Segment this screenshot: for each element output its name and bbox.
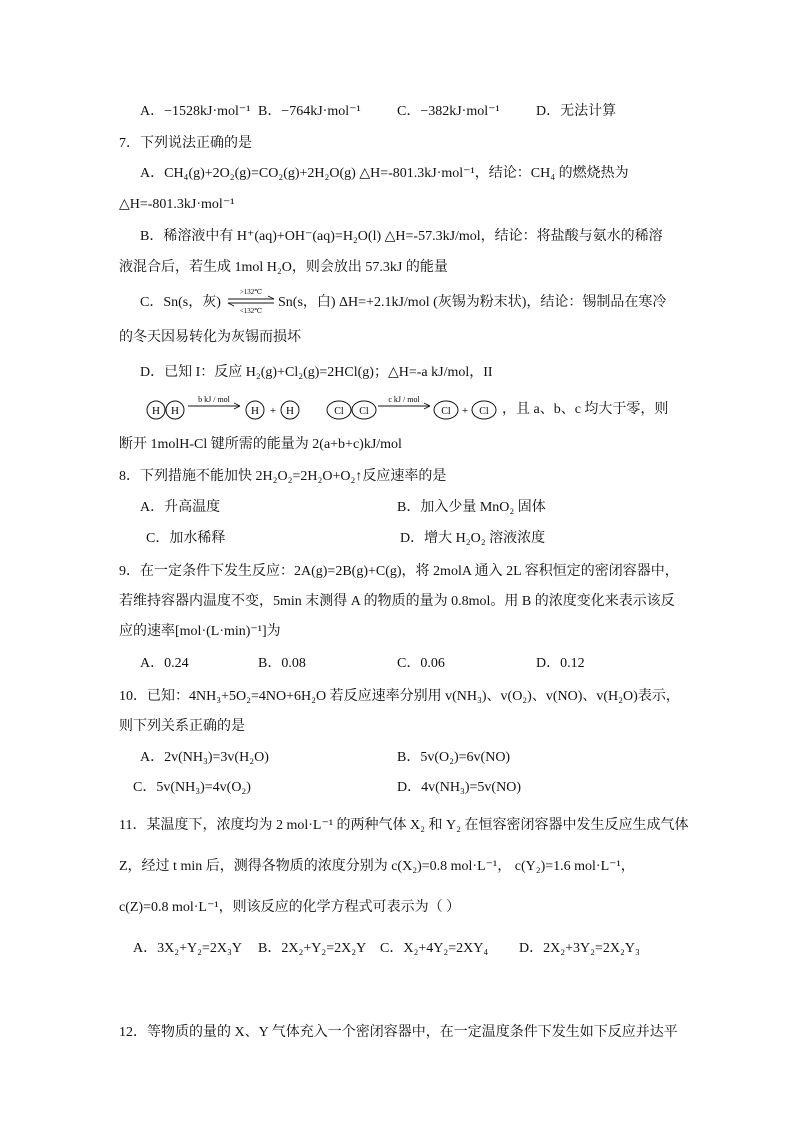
q9-line1: 9．在一定条件下发生反应：2A(g)=2B(g)+C(g)，将 2molA 通入 2L 容积恒定的密闭容器中， bbox=[119, 564, 679, 579]
q7-bond-diagram bbox=[140, 392, 500, 428]
q8-option-a: A．升高温度 bbox=[140, 500, 221, 515]
q7-stem: 7．下列说法正确的是 bbox=[119, 136, 252, 151]
q7-option-a-line2: △H=-801.3kJ·mol⁻¹ bbox=[119, 197, 235, 212]
q9-option-b: B．0.08 bbox=[258, 656, 306, 671]
q7-option-d-line3: 断开 1molH-Cl 键所需的能量为 2(a+b+c)kJ/mol bbox=[119, 437, 402, 452]
h-atom-label: H bbox=[251, 405, 259, 417]
q7-arrow-bottom-label: <132℃ bbox=[239, 307, 263, 315]
plus-sign: + bbox=[461, 405, 469, 417]
q7-option-c-line2: 的冬天因易转化为灰锡而损坏 bbox=[119, 330, 301, 345]
q10-line1: 10．已知：4NH₃+5O₂=4NO+6H₂O 若反应速率分别用 v(NH₃)、v(O₂)、v(NO)、v(H₂O)表示， bbox=[119, 689, 680, 704]
q7-arrow-top-label: >132℃ bbox=[239, 288, 263, 296]
q9-line2: 若维持容器内温度不变，5min 末测得 A 的物质的量为 0.8mol。用 B 的浓度变化来表示该反 bbox=[119, 594, 675, 609]
q10-option-b: B．5v(O₂)=6v(NO) bbox=[397, 750, 511, 765]
q6-option-a: A．−1528kJ·mol⁻¹ bbox=[140, 104, 251, 119]
q8-option-d: D．增大 H₂O₂ 溶液浓度 bbox=[400, 531, 546, 546]
q11-line2: Z，经过 t min 后，测得各物质的浓度分别为 c(X₂)=0.8 mol·L⁻¹， c(Y₂)=1.6 mol·L⁻¹， bbox=[119, 859, 635, 874]
q6-option-c: C．−382kJ·mol⁻¹ bbox=[397, 104, 500, 119]
plus-sign: + bbox=[269, 405, 277, 417]
q7-arrow-c-label: c kJ / mol bbox=[388, 395, 420, 404]
cl-atom-label: Cl bbox=[359, 406, 369, 417]
q7-option-c-prefix: C．Sn(s，灰) bbox=[140, 295, 221, 310]
cl-atom-label: Cl bbox=[479, 406, 489, 417]
cl-atom-label: Cl bbox=[334, 406, 344, 417]
q10-option-a: A．2v(NH₃)=3v(H₂O) bbox=[140, 750, 269, 765]
q10-line2: 则下列关系正确的是 bbox=[119, 719, 245, 734]
q7-arrow-b-label: b kJ / mol bbox=[198, 395, 230, 404]
q7-equilibrium-arrow bbox=[226, 286, 276, 316]
q9-line3: 应的速率[mol·(L·min)⁻¹]为 bbox=[119, 624, 281, 639]
q7-option-c-suffix: Sn(s，白) ΔH=+2.1kJ/mol (灰锡为粉末状)，结论：锡制品在寒冷 bbox=[278, 295, 667, 310]
q7-option-d-tail: ，且 a、b、c 均大于零，则 bbox=[502, 402, 669, 417]
q8-option-c: C．加水稀释 bbox=[146, 531, 226, 546]
q12-line1: 12．等物质的量的 X、Y 气体充入一个密闭容器中，在一定温度条件下发生如下反应并达平 bbox=[119, 1025, 678, 1040]
q9-option-a: A．0.24 bbox=[140, 656, 189, 671]
h-atom-label: H bbox=[286, 405, 294, 417]
q6-option-d: D．无法计算 bbox=[536, 104, 617, 119]
cl-atom-label: Cl bbox=[441, 406, 451, 417]
h-atom-label: H bbox=[152, 405, 160, 417]
q10-option-c: C．5v(NH₃)=4v(O₂) bbox=[133, 780, 251, 795]
q8-option-b: B．加入少量 MnO₂ 固体 bbox=[397, 500, 546, 515]
q7-option-d-line1: D．已知 I：反应 H₂(g)+Cl₂(g)=2HCl(g)；△H=-a kJ/mol，II bbox=[140, 365, 493, 380]
q9-option-d: D．0.12 bbox=[536, 656, 585, 671]
q8-stem: 8．下列措施不能加快 2H₂O₂=2H₂O+O₂↑反应速率的是 bbox=[119, 469, 447, 484]
h-atom-label: H bbox=[171, 405, 179, 417]
q10-option-d: D．4v(NH₃)=5v(NO) bbox=[397, 780, 521, 795]
q6-option-b: B．−764kJ·mol⁻¹ bbox=[258, 104, 361, 119]
q9-option-c: C．0.06 bbox=[397, 656, 445, 671]
q11-option-c: C．X₂+4Y₂=2XY₄ bbox=[380, 941, 489, 956]
q11-option-b: B．2X₂+Y₂=2X₂Y bbox=[258, 941, 367, 956]
q11-option-a: A．3X₂+Y₂=2X₃Y bbox=[133, 941, 242, 956]
q7-option-b-line1: B．稀溶液中有 H⁺(aq)+OH⁻(aq)=H₂O(l) △H=-57.3kJ/mol，结论：将盐酸与氨水的稀溶 bbox=[140, 229, 663, 244]
q11-line1: 11．某温度下，浓度均为 2 mol·L⁻¹ 的两种气体 X₂ 和 Y₂ 在恒容密闭容器中发生反应生成气体 bbox=[119, 818, 689, 833]
q7-option-b-line2: 液混合后，若生成 1mol H₂O，则会放出 57.3kJ 的能量 bbox=[119, 260, 448, 275]
q11-line3: c(Z)=0.8 mol·L⁻¹，则该反应的化学方程式可表示为（ ） bbox=[119, 900, 461, 915]
q7-option-a-line1: A．CH₄(g)+2O₂(g)=CO₂(g)+2H₂O(g) △H=-801.3kJ·mol⁻¹，结论：CH₄ 的燃烧热为 bbox=[140, 166, 629, 181]
q11-option-d: D．2X₂+3Y₂=2X₂Y₃ bbox=[519, 941, 640, 956]
